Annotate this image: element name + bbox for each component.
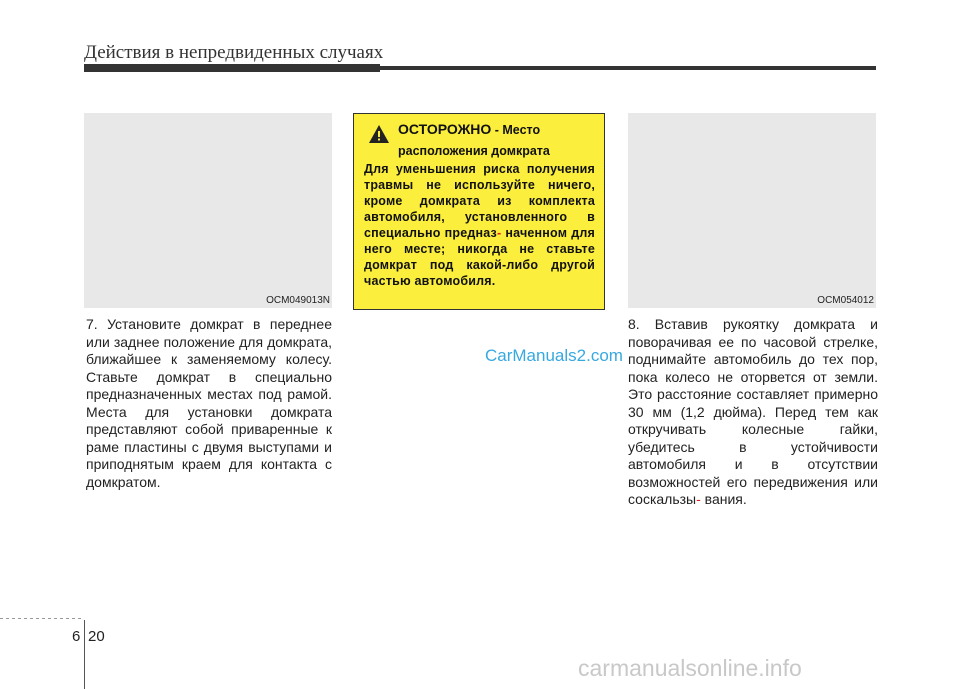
page-header-title: Действия в непредвиденных случаях (84, 42, 384, 63)
step-7 (86, 316, 332, 491)
footer-divider (84, 620, 85, 689)
footer-watermark[interactable]: carmanualsonline.info (578, 655, 802, 681)
step-number: 8. (628, 316, 640, 332)
page-number: 20 (88, 628, 105, 645)
warning-triangle-icon (368, 124, 390, 144)
step-text: Вставив рукоятку домкрата и поворачивая ее по часовой стрелке, поднимайте автомобиль до тех пор, пока колесо не оторвется от земли. Это расстояние составляет примерно 30 мм (1,2 дюйма). Перед тем как откручивать колесные гайки, убедитесь в устойчивости автомобиля и в отсутствии возможностей его передвижения или соскальзы- вания. (628, 316, 878, 507)
caution-title: ОСТОРОЖНО - Место (398, 121, 541, 137)
figure-jack-position (84, 113, 332, 308)
figure-caption: OCM054012 (817, 295, 874, 306)
caution-body: Для уменьшения риска получения травмы не используйте ничего, кроме домкрата из комплекта автомобиля, установленного в специально предназ- наченном для него месте; никогда не ставьте домкрат под какой-либо другой частью автомобиля. (364, 162, 595, 288)
step-8 (628, 316, 878, 509)
header-rule-accent (84, 64, 380, 72)
figure-jack-handle (628, 113, 876, 308)
watermark-link[interactable]: CarManuals2.com (485, 346, 623, 365)
footer-guide-line (0, 618, 84, 619)
caution-subtitle: расположения домкрата (398, 144, 550, 158)
step-text: Установите домкрат в переднее или заднее положение для домкрата, ближайшее к заменяемому колесу. Ставьте домкрат в специально предназначенных местах под рамой. Места для установки домкрата представляют собой приваренные к раме пластины с двумя выступами и приподнятым краем для контакта с домкратом. (86, 316, 332, 490)
chapter-number: 6 (72, 628, 81, 645)
figure-caption: OCM049013N (266, 295, 330, 306)
caution-box (353, 113, 605, 310)
step-number: 7. (86, 316, 98, 332)
